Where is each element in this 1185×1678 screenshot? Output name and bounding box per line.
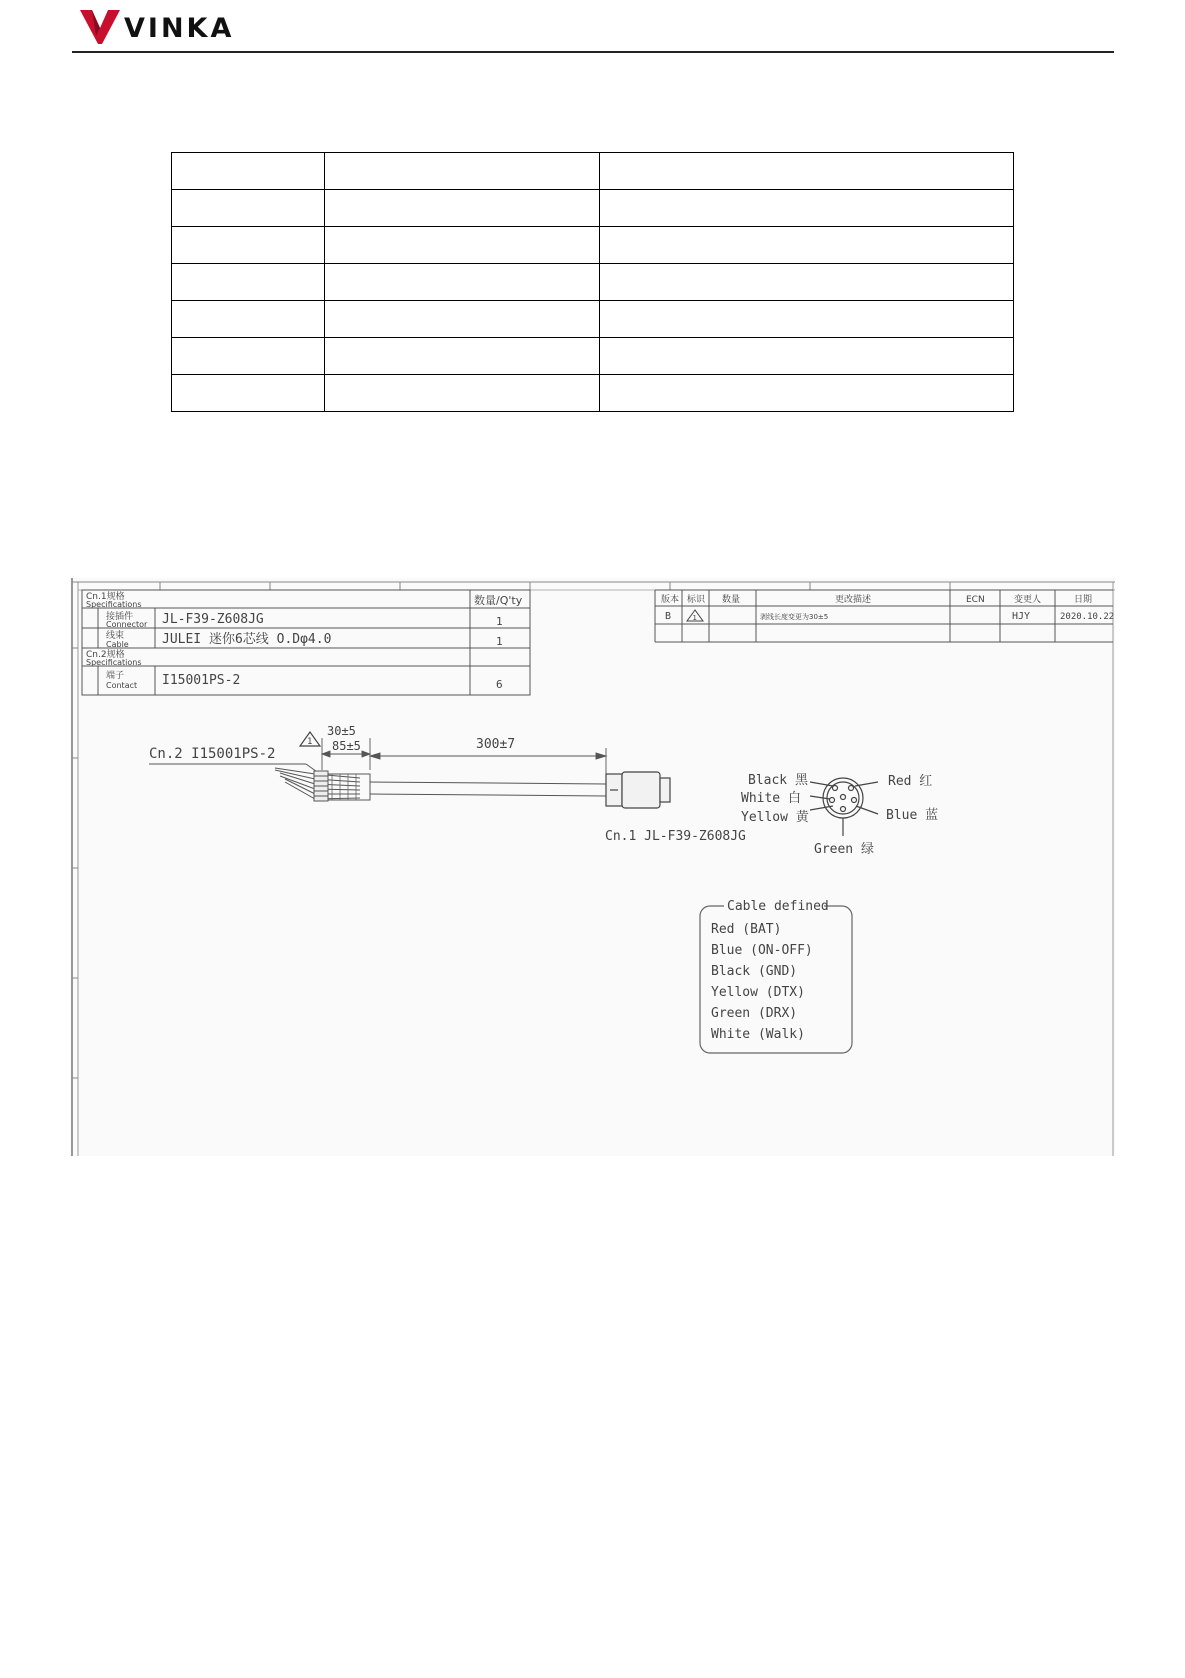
connector-label-en: Connector [106,620,148,629]
cn2-spec-title: Cn.2规格 [86,650,125,660]
spec-table-row [172,153,1014,190]
cable-defined-item: Blue (ON-OFF) [711,943,813,958]
spec-table-cell [600,338,1014,375]
connector-label-cn: 接插件 [106,612,134,622]
cable-defined-item: Yellow (DTX) [711,985,805,1000]
rev-header-desc: 更改描述 [835,595,872,605]
spec-table-cell [600,190,1014,227]
pin-green: Green 绿 [814,842,874,857]
spec-table-cell [172,190,325,227]
logo-wordmark: VINKA [124,13,235,44]
cable-drawing [70,578,1115,1156]
rev-header-version: 版本 [661,595,680,605]
header-divider [72,51,1114,53]
rev-header-changed-by: 变更人 [1014,595,1042,605]
spec-table-row [172,375,1014,412]
contact-label-cn: 端子 [106,671,125,681]
rev-header-qty: 数量 [722,595,741,605]
logo-mark-icon [80,10,120,44]
dim-strip: 30±5 [327,724,356,738]
svg-text:1: 1 [692,614,697,622]
dim-length: 300±7 [476,737,516,752]
page-header [72,0,1114,54]
rev-header-ecn: ECN [966,595,985,605]
cn1-label: Cn.1 JL-F39-Z608JG [605,829,746,844]
svg-text:1: 1 [307,737,313,747]
spec-table-cell [172,264,325,301]
spec-table-cell [325,190,600,227]
cable-defined-item: Black (GND) [711,964,798,979]
rev-header-date: 日期 [1074,595,1093,605]
spec-table-row [172,190,1014,227]
pin-red: Red 红 [888,774,933,789]
spec-table [171,152,1014,412]
spec-table-row [172,227,1014,264]
spec-table-cell [600,375,1014,412]
cn2-spec-title-en: Specifications [86,658,142,667]
cable-defined-item: Green (DRX) [711,1006,798,1021]
spec-table-cell [325,264,600,301]
pin-blue: Blue 蓝 [886,808,939,823]
spec-table-cell [325,375,600,412]
rev-header-mark: 标识 [687,595,706,605]
vinka-logo [78,6,248,46]
cable-defined-item: White (Walk) [711,1027,805,1042]
contact-part: I15001PS-2 [162,673,241,688]
pin-black: Black 黑 [748,773,808,788]
drawing-canvas [70,578,1115,1156]
cn1-spec-title-en: Specifications [86,600,142,609]
cable-qty: 1 [496,635,503,648]
contacts [314,771,328,801]
cable-label-en: Cable [106,640,129,649]
spec-table-row [172,338,1014,375]
contact-qty: 6 [496,678,503,691]
cable-defined-title: Cable defined [727,899,829,914]
rev-changed-by: HJY [1012,611,1031,622]
spec-table-cell [600,227,1014,264]
spec-table-cell [325,227,600,264]
connector-part: JL-F39-Z608JG [162,612,264,627]
rev-date: 2020.10.22 [1060,612,1115,622]
connector-cn1 [606,772,670,808]
spec-table-cell [325,153,600,190]
spec-table-cell [172,153,325,190]
spec-table-row [172,264,1014,301]
spec-table-cell [325,338,600,375]
connector-qty: 1 [496,615,503,628]
qty-header: 数量/Q'ty [474,594,523,607]
contact-label-en: Contact [106,681,138,690]
cable-defined-item: Red (BAT) [711,922,782,937]
cn2-label: Cn.2 I15001PS-2 [149,746,276,762]
spec-table-cell [172,301,325,338]
spec-table-cell [600,264,1014,301]
rev-description: 剥线长度变更为30±5 [760,613,829,621]
pin-yellow: Yellow 黄 [741,810,809,825]
spec-table-cell [172,338,325,375]
pin-white: White 白 [741,791,801,806]
spec-table-cell [172,227,325,264]
cable-label-cn: 线束 [106,631,125,641]
spec-table-row [172,301,1014,338]
cn1-spec-title: Cn.1规格 [86,592,125,602]
spec-table-cell [600,301,1014,338]
spec-table-cell [600,153,1014,190]
spec-table-cell [325,301,600,338]
cable-desc: JULEI 迷你6芯线 O.Dφ4.0 [162,632,332,647]
dim-shrink: 85±5 [332,739,361,753]
rev-version: B [665,611,672,622]
spec-table-cell [172,375,325,412]
